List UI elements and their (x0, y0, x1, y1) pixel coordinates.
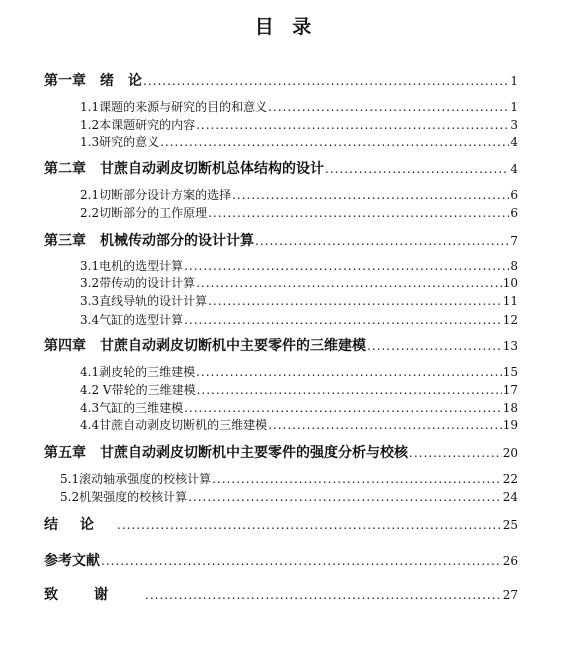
toc-page-number: 26 (502, 554, 518, 568)
toc-label: 第四章 甘蔗自动剥皮切断机中主要零件的三维建模 (44, 338, 366, 354)
toc-leader-dots (268, 418, 502, 432)
toc-conclusion[interactable] (44, 514, 518, 534)
toc-leader-dots (208, 206, 509, 220)
toc-page-number: 10 (502, 276, 518, 290)
toc-section-1-1[interactable] (80, 98, 518, 115)
toc-page-number: 25 (502, 518, 518, 532)
toc-label: 1.2本课题研究的内容 (80, 118, 196, 132)
toc-label: 第五章 甘蔗自动剥皮切断机中主要零件的强度分析与校核 (44, 445, 408, 461)
toc-label: 3.4气缸的选型计算 (80, 313, 184, 327)
toc-leader-dots (188, 490, 502, 504)
toc-label: 结论 (44, 517, 116, 533)
toc-label: 1.1课题的来源与研究的目的和意义 (80, 100, 268, 114)
toc-page-number: 27 (502, 588, 518, 602)
toc-page-number: 4 (510, 135, 518, 149)
toc-leader-dots (184, 401, 502, 415)
toc-label: 参考文献 (44, 553, 100, 569)
toc-page-number: 8 (510, 259, 518, 273)
toc-label: 第二章 甘蔗自动剥皮切断机总体结构的设计 (44, 161, 324, 177)
toc-chapter-4[interactable] (44, 335, 518, 355)
toc-section-1-3[interactable] (80, 133, 518, 150)
toc-chapter-3[interactable] (44, 230, 518, 250)
toc-chapter-5[interactable] (44, 442, 518, 462)
toc-section-2-2[interactable] (80, 204, 518, 221)
toc-label: 3.3直线导轨的设计计算 (80, 294, 208, 308)
toc-label: 4.3气缸的三维建模 (80, 401, 184, 415)
toc-page-number: 13 (502, 339, 518, 353)
page-title: 目 录 (254, 16, 318, 38)
toc-leader-dots (197, 383, 502, 397)
toc-label: 第一章 绪 论 (44, 73, 142, 89)
toc-leader-dots (101, 554, 502, 568)
toc-section-4-4[interactable] (80, 416, 518, 433)
toc-section-5-1[interactable] (60, 470, 518, 487)
toc-leader-dots (232, 188, 509, 202)
toc-label: 2.2切断部分的工作原理 (80, 206, 208, 220)
toc-section-5-2[interactable] (60, 488, 518, 505)
toc-page-number: 20 (502, 446, 518, 460)
toc-page-number: 15 (502, 365, 518, 379)
toc-label: 3.1电机的选型计算 (80, 259, 184, 273)
toc-page-number: 19 (502, 418, 518, 432)
toc-label: 2.1切断部分设计方案的选择 (80, 188, 232, 202)
toc-label: 4.1剥皮轮的三维建模 (80, 365, 196, 379)
toc-leader-dots (145, 588, 502, 602)
toc-label: 5.1滚动轴承强度的校核计算 (60, 472, 212, 486)
toc-page-number: 3 (510, 118, 518, 132)
toc-leader-dots (409, 446, 502, 460)
toc-section-3-3[interactable] (80, 292, 518, 309)
toc-page-number: 12 (502, 313, 518, 327)
toc-label: 第三章 机械传动部分的设计计算 (44, 233, 254, 249)
toc-leader-dots (367, 339, 502, 353)
toc-label: 致谢 (44, 587, 144, 603)
toc-leader-dots (268, 100, 509, 114)
toc-acknowledgements[interactable] (44, 584, 518, 604)
toc-section-3-1[interactable] (80, 257, 518, 274)
toc-leader-dots (117, 518, 502, 532)
toc-leader-dots (184, 259, 509, 273)
toc-section-4-1[interactable] (80, 363, 518, 380)
toc-chapter-2[interactable] (44, 158, 518, 178)
toc-label: 1.3研究的意义 (80, 135, 160, 149)
toc-section-1-2[interactable] (80, 116, 518, 133)
toc-page-number: 6 (510, 188, 518, 202)
toc-leader-dots (255, 234, 509, 248)
toc-references[interactable] (44, 550, 518, 570)
toc-page-number: 7 (510, 234, 518, 248)
toc-leader-dots (196, 365, 502, 379)
toc-label: 3.2带传动的设计计算 (80, 276, 196, 290)
toc-leader-dots (208, 294, 502, 308)
toc-leader-dots (196, 118, 509, 132)
toc-section-4-2[interactable] (80, 381, 518, 398)
toc-page-number: 18 (502, 401, 518, 415)
toc-leader-dots (143, 74, 509, 88)
toc-page-number: 17 (502, 383, 518, 397)
toc-section-4-3[interactable] (80, 399, 518, 416)
toc-section-3-4[interactable] (80, 311, 518, 328)
toc-section-3-2[interactable] (80, 274, 518, 291)
toc-page-number: 24 (502, 490, 518, 504)
toc-page-number: 22 (502, 472, 518, 486)
toc-page-number: 11 (502, 294, 518, 308)
toc-leader-dots (160, 135, 509, 149)
toc-page-number: 4 (510, 162, 518, 176)
toc-chapter-1[interactable] (44, 70, 518, 90)
toc-label: 4.2 V带轮的三维建模 (80, 383, 196, 397)
toc-label: 4.4甘蔗自动剥皮切断机的三维建模 (80, 418, 268, 432)
toc-page-number: 1 (510, 100, 518, 114)
toc-section-2-1[interactable] (80, 186, 518, 203)
toc-leader-dots (325, 162, 509, 176)
toc-leader-dots (184, 313, 502, 327)
toc-page-number: 6 (510, 206, 518, 220)
toc-leader-dots (196, 276, 502, 290)
toc-label: 5.2机架强度的校核计算 (60, 490, 188, 504)
toc-page-number: 1 (510, 74, 518, 88)
toc-leader-dots (212, 472, 502, 486)
